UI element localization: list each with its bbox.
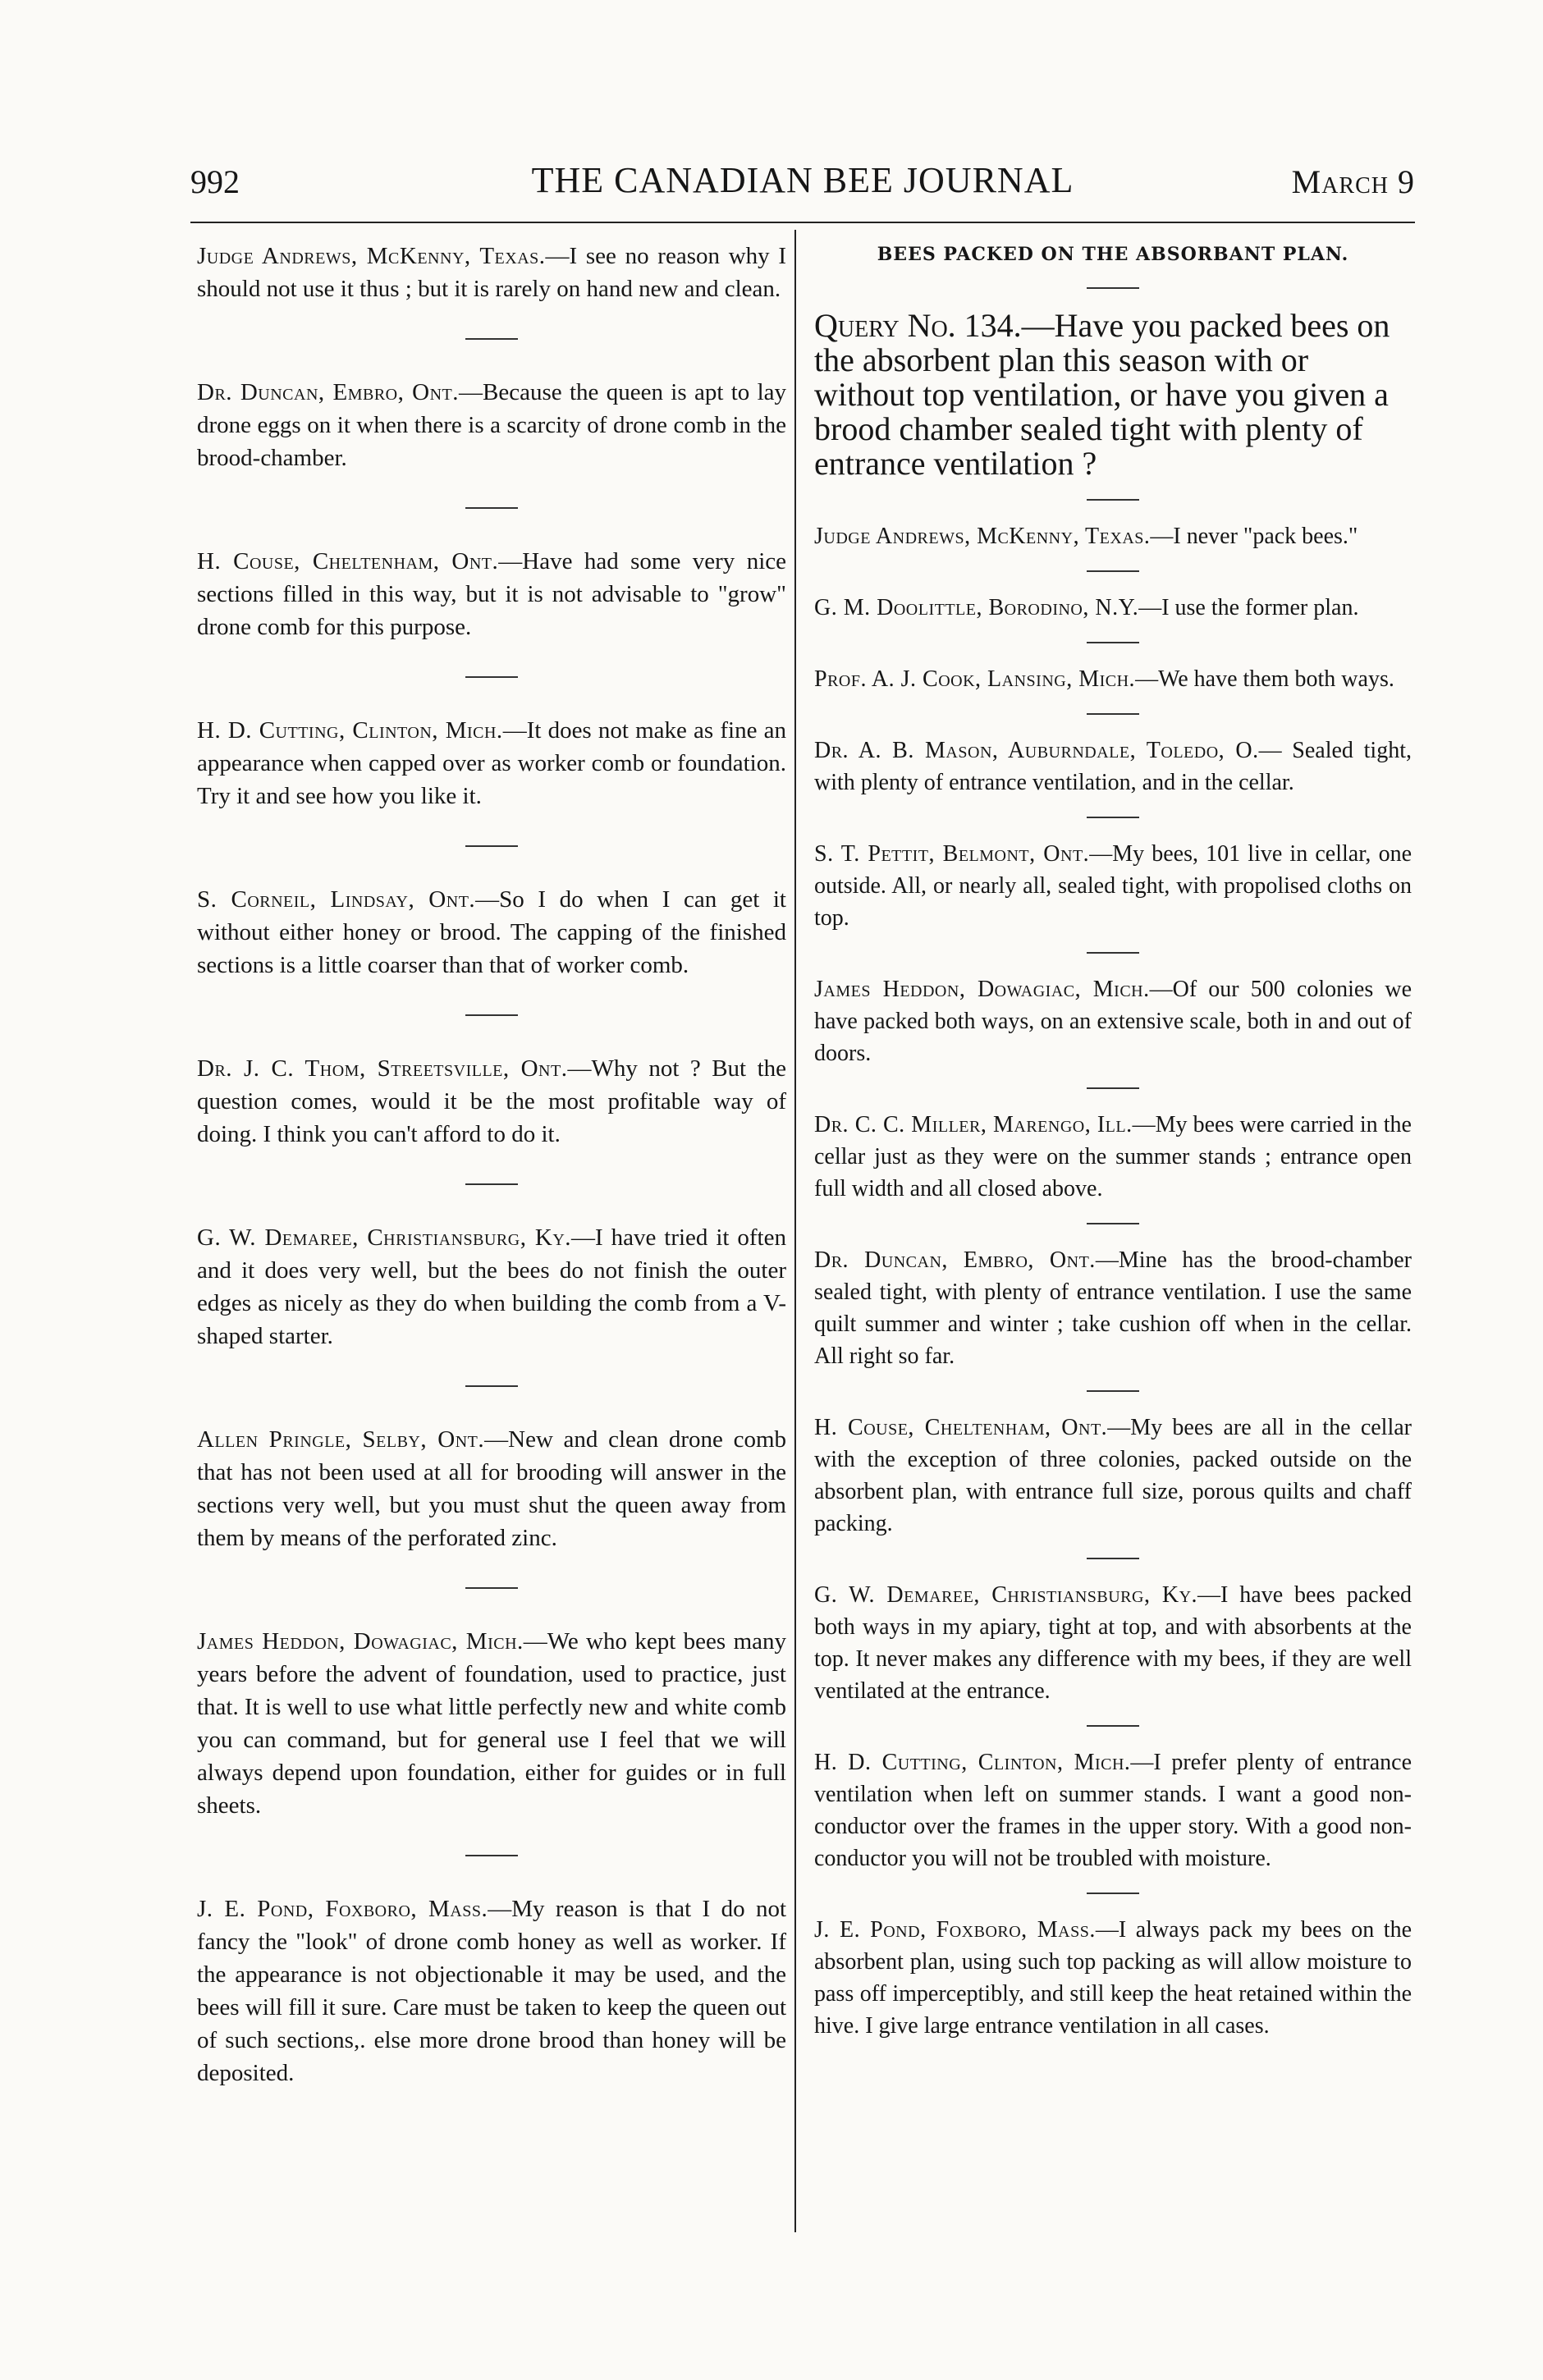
reply-text: —I use the former plan. [1138,595,1359,620]
page-header [190,156,1415,205]
query-text: —Have you packed bees on the absorbent plan this season with or without top ventilation, or have you given a brood chamber sealed tight with plenty of entrance ventilation ? [814,307,1390,482]
reply-entry [197,1052,786,1151]
separator [465,845,518,847]
reply-entry [814,520,1412,552]
reply-author: H. Couse, Cheltenham, Ont. [814,1415,1108,1440]
right-column [814,240,1412,2042]
reply-text: —So I do when I can get it without either honey or brood. The capping of the finished sections is a little coarser than that of worker comb. [197,886,786,978]
reply-text: — Sealed tight, with plenty of entrance ventilation, and in the cellar. [814,738,1412,795]
reply-author: J. E. Pond, Foxboro, Mass. [197,1896,488,1922]
separator [1087,1087,1139,1089]
separator [1087,713,1139,715]
reply-entry [814,1579,1412,1707]
column-divider [794,230,796,2232]
reply-text: —I see no reason why I should not use it thus ; but it is rarely on hand new and clean. [197,243,786,302]
reply-entry [197,1893,786,2089]
reply-entry [814,735,1412,799]
reply-author: H. D. Cutting, Clinton, Mich. [814,1750,1131,1775]
reply-entry [197,1221,786,1352]
reply-entry [197,883,786,982]
reply-entry [814,592,1412,624]
reply-entry [197,714,786,812]
reply-author: J. E. Pond, Foxboro, Mass. [814,1917,1096,1943]
separator [1087,1390,1139,1392]
reply-text: —New and clean drone comb that has not been used at all for brooding will answer in the sections very well, but you must shut the queen away from them by means of the perforated zinc. [197,1426,786,1551]
right-entries [814,499,1412,2042]
reply-text: —It does not make as fine an appearance when capped over as worker comb or foundation. Try it and see how you like it. [197,717,786,809]
reply-entry [814,663,1412,695]
separator [465,676,518,678]
reply-entry [814,1914,1412,2042]
separator [1087,1223,1139,1224]
query-label: Query No. 134. [814,307,1022,344]
reply-author: H. D. Cutting, Clinton, Mich. [197,717,503,744]
reply-text: —My reason is that I do not fancy the "look" of drone comb honey as well as worker. If the appearance is not objectionable it may be used, and the bees will fill it sure. Care must be taken to keep the queen out of such sections,. else more drone brood than honey will be deposited. [197,1896,787,2086]
separator [1087,1725,1139,1727]
reply-entry [197,1625,786,1822]
reply-entry [197,376,786,474]
reply-text: —Of our 500 colonies we have packed both ways, on an extensive scale, both in and out of doors. [814,977,1413,1066]
query-paragraph [814,309,1412,481]
reply-text: —My bees, 101 live in cellar, one outside. All, or nearly all, sealed tight, with propolised cloths on top. [814,841,1412,931]
reply-text: —I have bees packed both ways in my apiary, tight at top, and with absorbents at the top. It never makes any difference with my bees, if they are well ventilated at the entrance. [814,1582,1412,1704]
reply-author: Judge Andrews, McKenny, Texas. [814,524,1151,549]
separator [465,1587,518,1589]
reply-text: —We who kept bees many years before the advent of foundation, used to practice, just that. It is well to use what little perfectly new and white comb you can command, but for general use I feel that we will always depend upon foundation, either for guides or in full sheets. [197,1628,787,1819]
issue-date: March 9 [1291,163,1415,200]
reply-author: Judge Andrews, McKenny, Texas. [197,243,546,269]
reply-text: —My bees were carried in the cellar just as they were on the summer stands ; entrance open full width and all closed above. [814,1112,1412,1201]
reply-entry [197,545,786,643]
reply-text: —I never "pack bees." [1150,524,1358,549]
reply-text: —I always pack my bees on the absorbent plan, using such top packing as will allow moisture to pass off imperceptibly, and still keep the heat retained within the hive. I give large entrance ventilation in all cases. [814,1917,1413,2039]
separator [1087,952,1139,954]
reply-author: S. T. Pettit, Belmont, Ont. [814,841,1090,867]
reply-author: Dr. A. B. Mason, Auburndale, Toledo, O. [814,738,1259,763]
reply-text: —Mine has the brood-chamber sealed tight, with plenty of entrance ventilation. I use the same quilt summer and winter ; take cushion off when in the cellar. All right so far. [814,1247,1412,1369]
reply-entry [814,1109,1412,1205]
reply-author: Dr. J. C. Thom, Streetsville, Ont. [197,1055,568,1082]
reply-author: Dr. Duncan, Embro, Ont. [197,379,460,405]
reply-entry [814,1746,1412,1874]
section-heading: BEES PACKED ON THE ABSORBANT PLAN. [877,244,1349,265]
reply-text: —I prefer plenty of entrance ventilation when left on summer stands. I want a good non-conductor over the frames in the upper story. With a good non-conductor you will not be troubled with moisture. [814,1750,1412,1871]
reply-text: —Have had some very nice sections filled in this way, but it is not advisable to "grow" drone comb for this purpose. [197,548,786,640]
separator [1087,1893,1139,1894]
reply-text: —Because the queen is apt to lay drone eggs on it when there is a scarcity of drone comb in the brood-chamber. [197,379,787,471]
reply-author: S. Corneil, Lindsay, Ont. [197,886,476,913]
reply-entry [814,973,1412,1069]
reply-author: G. W. Demaree, Christiansburg, Ky. [814,1582,1198,1608]
separator [465,1183,518,1185]
left-column [197,240,786,2089]
reply-author: H. Couse, Cheltenham, Ont. [197,548,499,574]
separator [1087,1558,1139,1559]
reply-author: James Heddon, Dowagiac, Mich. [197,1628,524,1655]
separator [1087,570,1139,572]
reply-author: Dr. C. C. Miller, Marengo, Ill. [814,1112,1133,1137]
separator [1087,817,1139,818]
separator [465,1385,518,1387]
reply-entry [814,1412,1412,1540]
separator [1087,287,1139,289]
separator [465,507,518,509]
reply-entry [814,1244,1412,1372]
separator [1087,499,1139,501]
reply-entry [814,838,1412,934]
reply-author: Allen Pringle, Selby, Ont. [197,1426,485,1453]
reply-entry [197,240,786,305]
header-rule [190,222,1415,223]
reply-entry [197,1423,786,1554]
reply-text: —We have them both ways. [1135,666,1394,692]
reply-text: —My bees are all in the cellar with the exception of three colonies, packed outside on the absorbent plan, with entrance full size, porous quilts and chaff packing. [814,1415,1412,1536]
reply-author: James Heddon, Dowagiac, Mich. [814,977,1150,1002]
separator [465,338,518,340]
reply-text: —I have tried it often and it does very well, but the bees do not finish the outer edges as nicely as they do when building the comb from a V-shaped starter. [197,1224,786,1349]
page-number: 992 [190,163,240,200]
reply-author: Dr. Duncan, Embro, Ont. [814,1247,1096,1273]
reply-author: G. W. Demaree, Christiansburg, Ky. [197,1224,572,1251]
separator [465,1014,518,1016]
separator [1087,642,1139,643]
reply-author: Prof. A. J. Cook, Lansing, Mich. [814,666,1136,692]
journal-title: THE CANADIAN BEE JOURNAL [531,160,1074,200]
separator [465,1855,518,1856]
reply-text: —Why not ? But the question comes, would it be the most profitable way of doing. I think you can't afford to do it. [197,1055,786,1147]
reply-author: G. M. Doolittle, Borodino, N.Y. [814,595,1139,620]
